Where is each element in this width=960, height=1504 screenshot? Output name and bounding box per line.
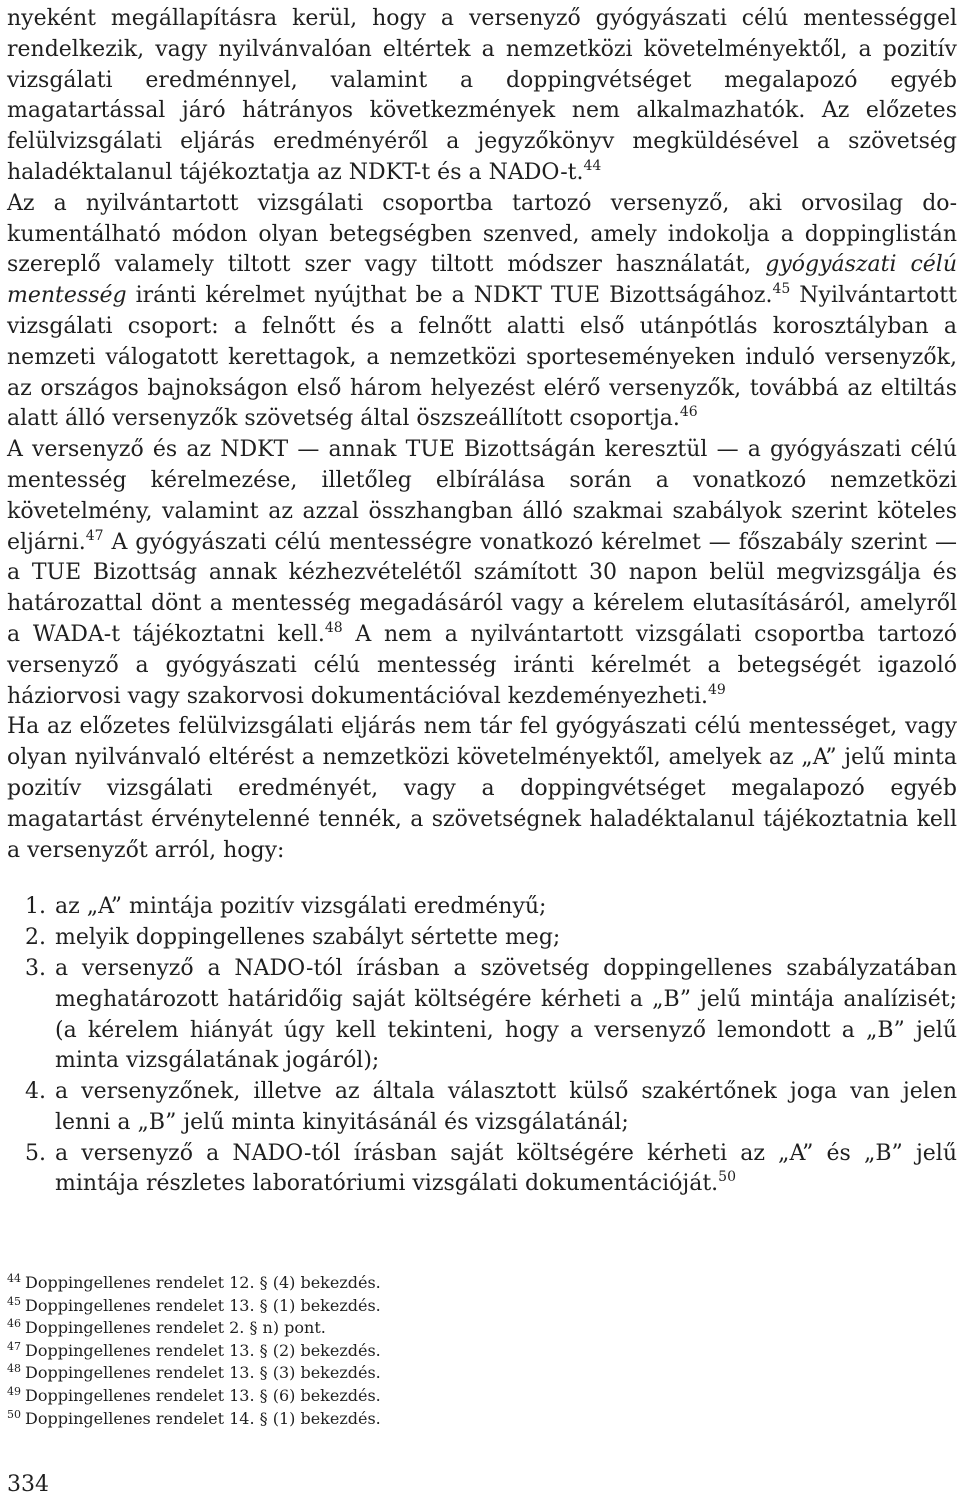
paragraph-2 (7, 189, 957, 435)
footnote-text: Doppingellenes rendelet 14. § (1) bekezdés. (25, 1408, 381, 1428)
footnote-ref-44: 44 (583, 157, 602, 174)
footnote-ref-46: 46 (679, 404, 698, 421)
list-item-number: 1. (25, 894, 46, 920)
list-item (7, 923, 957, 954)
footnote-ref-47: 47 (85, 527, 104, 544)
list-item-text: az „A” mintája pozitív vizsgálati eredményű; (55, 894, 547, 920)
paragraph-2-emphasis: gyógyászati célú mentesség (7, 252, 957, 309)
footnote-number: 47 (7, 1339, 21, 1353)
paragraph-3-text-b: A gyógyászati célú mentességre vonatkozó kérelmet — főszabály szerint — a TUE Bizottság annak kézhezvételétől számított 30 napon belül megvizsgálja és határozattal dönt a mentesség megadásáról vagy a kérelem elutasításáról, amelyről a WADA-t tájékoztatni kell. (7, 529, 957, 647)
paragraph-3 (7, 435, 957, 712)
footnote-number: 49 (7, 1384, 21, 1398)
main-text (7, 4, 957, 1200)
footnote-text: Doppingellenes rendelet 12. § (4) bekezdés. (25, 1273, 381, 1292)
footnote-text: Doppingellenes rendelet 2. § n) pont. (25, 1318, 326, 1338)
footnote-number: 44 (7, 1272, 21, 1285)
list-item (7, 892, 957, 923)
paragraph-3-text-c: A nem a nyilvántartott vizsgálati csoportba tartozó versenyző a gyógyászati célú mentesség iránti kérelmét a betegségét igazoló háziorvosi vagy szakorvosi dokumentációval kezdeményezheti. (7, 621, 957, 709)
footnote-text: Doppingellenes rendelet 13. § (1) bekezdés. (25, 1295, 381, 1315)
list-item (7, 954, 957, 1077)
footnote (7, 1272, 957, 1295)
list-item-text: a versenyző a NADO-tól írásban a szövetség doppingellenes szabályzatában meghatározott határidőig saját költségére kérheti a „B” jelű mintája analízisét; (a kérelem hiányát úgy kell tekinteni, hogy a versenyző lemondott a „B” jelű minta vizsgálatának jogáról); (55, 955, 957, 1074)
list-item-text: a versenyzőnek, illetve az általa választott külső szakértőnek joga van jelen lenni a „B” jelű minta kinyitásánál és vizsgálatánál; (55, 1079, 957, 1135)
paragraph-3-text-a: A versenyző és az NDKT — annak TUE Bizottságán keresztül — a gyógyászati célú mentesség kérelmezése, illetőleg elbírálása során a vonatkozó nemzetközi követelmény, valamint az azzal összhangban álló szakmai szabályok szerint köteles eljárni. (7, 437, 957, 555)
footnote-number: 50 (7, 1407, 21, 1421)
paragraph-4: Ha az előzetes felülvizsgálati eljárás nem tár fel gyógyászati célú mentességet, vagy olyan nyilvánvaló eltérést a nemzetközi követelményektől, amelyek az „A” jelű minta pozitív vizsgálati eredményét, vagy a doppingvétséget megalapozó egyéb magatartást érvénytelenné tennék, a szövetségnek haladéktalanul tájékoztatnia kell a versenyzőt arról, hogy: (7, 714, 957, 863)
footnote-ref-50: 50 (718, 1169, 736, 1186)
list-item-text: melyik doppingellenes szabályt sértette meg; (55, 925, 561, 951)
footnote-number: 48 (7, 1362, 21, 1376)
list-item-number: 4. (25, 1079, 46, 1105)
list-item-text: a versenyző a NADO-tól írásban saját költségére kérheti az „A” és „B” jelű mintája részletes laboratóriumi vizsgálati dokumentációját. (55, 1140, 957, 1197)
footnote-text: Doppingellenes rendelet 13. § (2) bekezdés. (25, 1340, 381, 1360)
document-page (7, 0, 957, 1504)
footnote-ref-48: 48 (324, 619, 343, 636)
footnote-text: Doppingellenes rendelet 13. § (6) bekezdés. (25, 1385, 381, 1405)
list-item-number: 3. (25, 955, 46, 981)
paragraph-2-text-a: Az a nyilvántartott vizsgálati csoportba tartozó versenyző, aki orvosilag dokumentálható módon olyan betegségben szenved, amely indokolja a doppinglistán szereplő valamely tiltott szer vagy tiltott módszer használatát, (7, 190, 957, 278)
page-number: 334 (7, 1472, 49, 1497)
footnote (7, 1385, 957, 1408)
footnote-ref-49: 49 (708, 681, 726, 698)
footnote (7, 1340, 957, 1363)
paragraph-2-text-c: Nyilvántartott vizsgálati csoport: a felnőtt és a felnőtt alatti első utánpótlás korosztályban a nemzeti válogatott kerettagok, a nemzetközi sporteseményeken induló versenyzők, az országos bajnokságon első három helyezést elérő versenyzők, továbbá az eltiltás alatt álló versenyzők szövetség által öszszeállított csoportja. (7, 283, 957, 432)
footnote-number: 45 (7, 1294, 21, 1308)
list-item-number: 2. (25, 925, 46, 951)
paragraph-2-text-b: iránti kérelmet nyújthat be a NDKT TUE Bizottságához. (126, 283, 773, 309)
footnote-ref-45: 45 (772, 281, 791, 298)
numbered-list (7, 892, 957, 1200)
footnote (7, 1408, 957, 1431)
footnote-number: 46 (7, 1317, 21, 1331)
list-item (7, 1139, 957, 1201)
list-item-number: 5. (25, 1140, 46, 1166)
footnote-text: Doppingellenes rendelet 13. § (3) bekezdés. (25, 1363, 381, 1383)
footnote (7, 1317, 957, 1340)
footnote (7, 1362, 957, 1385)
footnotes (7, 1272, 957, 1430)
paragraph-1-text: nyeként megállapításra kerül, hogy a versenyző gyógyászati célú mentességgel rendelkezik, vagy nyilvánvalóan eltértek a nemzetközi követelményektől, a pozitív vizsgálati eredménnyel, valamint a doppingvétséget megalapozó egyéb magatartással járó hátrányos következmények nem alkalmazhatók. Az előzetes felülvizsgálati eljárás eredményéről a jegyzőkönyv megküldésével a szövetség haladéktalanul tájékoztatja az NDKT-t és a NADO-t. (7, 6, 957, 185)
footnote (7, 1295, 957, 1318)
list-item (7, 1077, 957, 1139)
paragraph-1 (7, 4, 957, 189)
